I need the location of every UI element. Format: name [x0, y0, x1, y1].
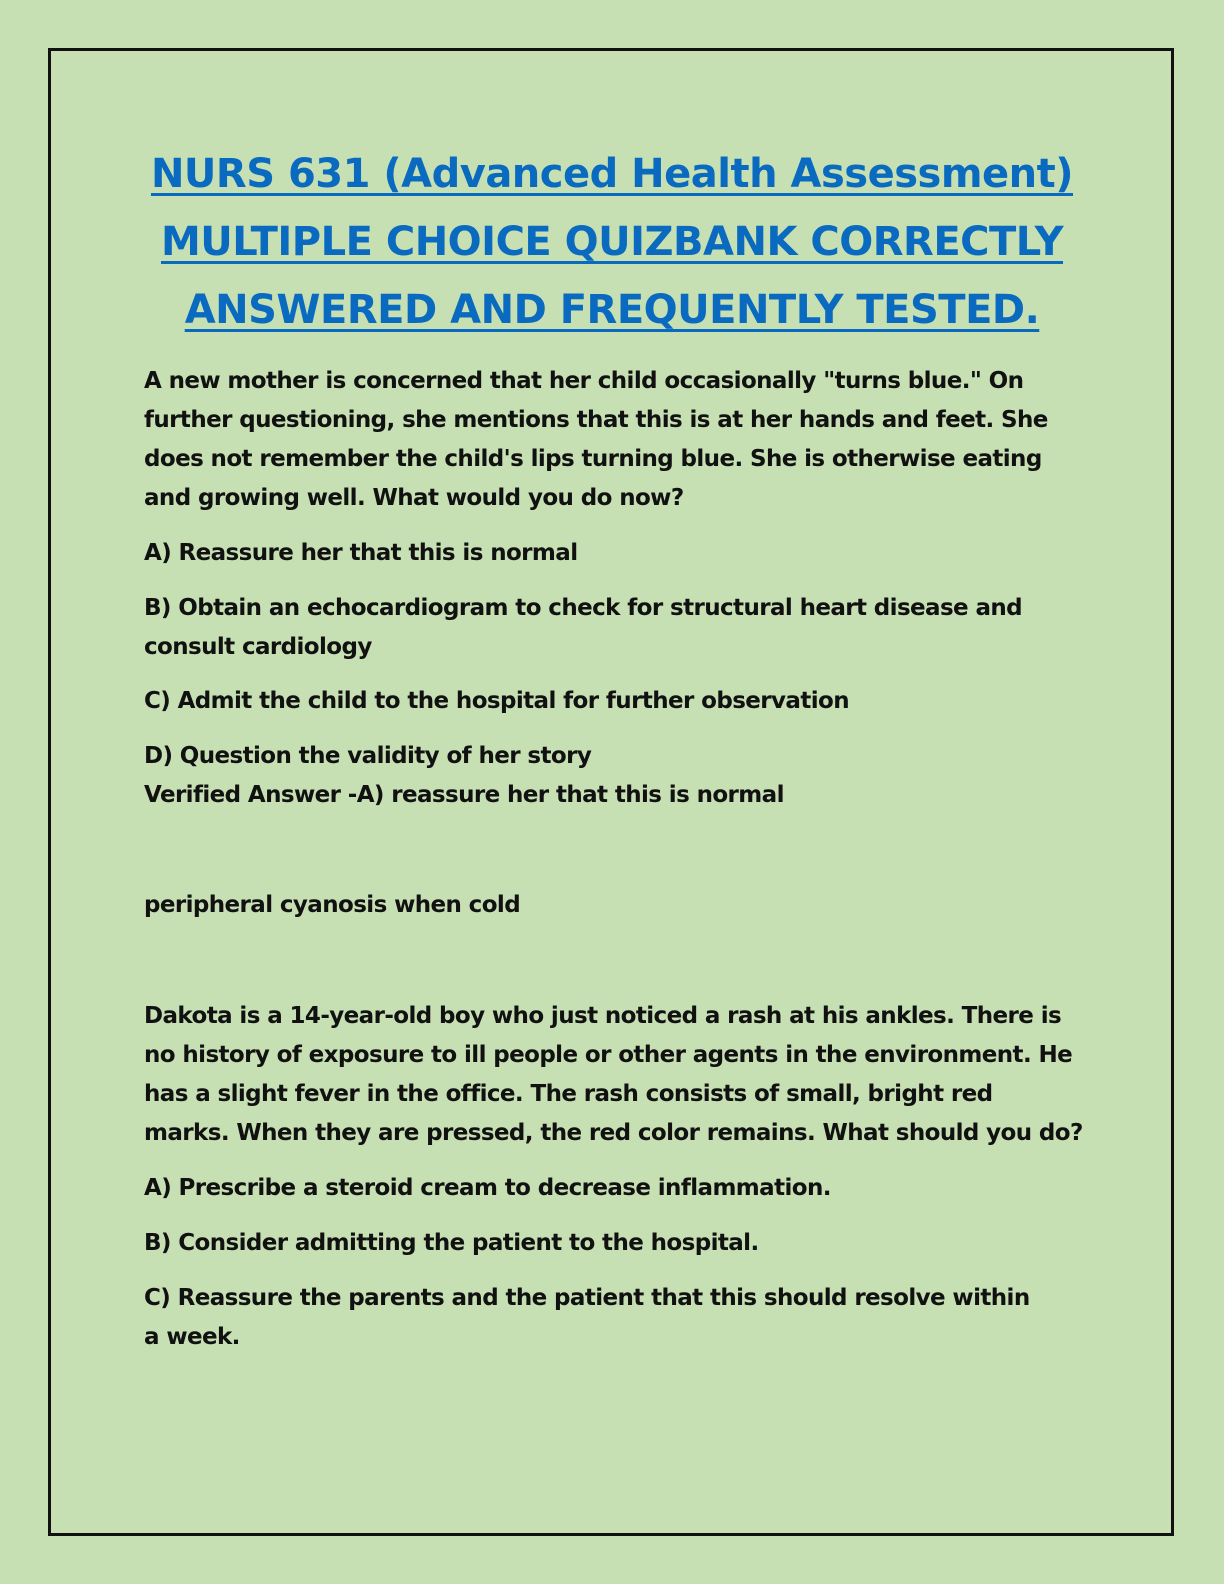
question-2-option-a: A) Prescribe a steroid cream to decrease inflammation.: [144, 1175, 831, 1201]
question-1-verified-answer: Verified Answer -A) reassure her that this is normal: [144, 782, 784, 808]
title-line-3: ANSWERED AND FREQUENTLY TESTED.: [184, 287, 1040, 333]
question-2-option-c: C) Reassure the parents and the patient that this should resolve within a week.: [144, 1285, 1030, 1350]
title-line-2: MULTIPLE CHOICE QUIZBANK CORRECTLY: [160, 219, 1064, 265]
question-2-stem: Dakota is a 14-year-old boy who just noticed a rash at his ankles. There is no history of exposure to ill people or other agents in the environment. He has a slight fever in the office. The rash consists of small, bright red marks. When they are pressed, the red color remains. What should you do?: [144, 1003, 1083, 1146]
question-1-stem: A new mother is concerned that her child occasionally "turns blue." On further questioning, she mentions that this is at her hands and feet. She does not remember the child's lips turning blue. She is otherwise eating and growing well. What would you do now?: [144, 368, 1048, 511]
question-1-option-b: B) Obtain an echocardiogram to check for structural heart disease and consult cardiology: [144, 595, 1023, 660]
question-2-option-b: B) Consider admitting the patient to the hospital.: [144, 1230, 759, 1256]
question-1-option-a: A) Reassure her that this is normal: [144, 540, 578, 566]
question-1-option-c: C) Admit the child to the hospital for further observation: [144, 688, 849, 714]
question-1-rationale: peripheral cyanosis when cold: [144, 892, 521, 918]
document-title: [120, 140, 1104, 344]
question-1-option-d: D) Question the validity of her story: [144, 743, 592, 769]
title-line-1: NURS 631 (Advanced Health Assessment): [150, 151, 1074, 197]
